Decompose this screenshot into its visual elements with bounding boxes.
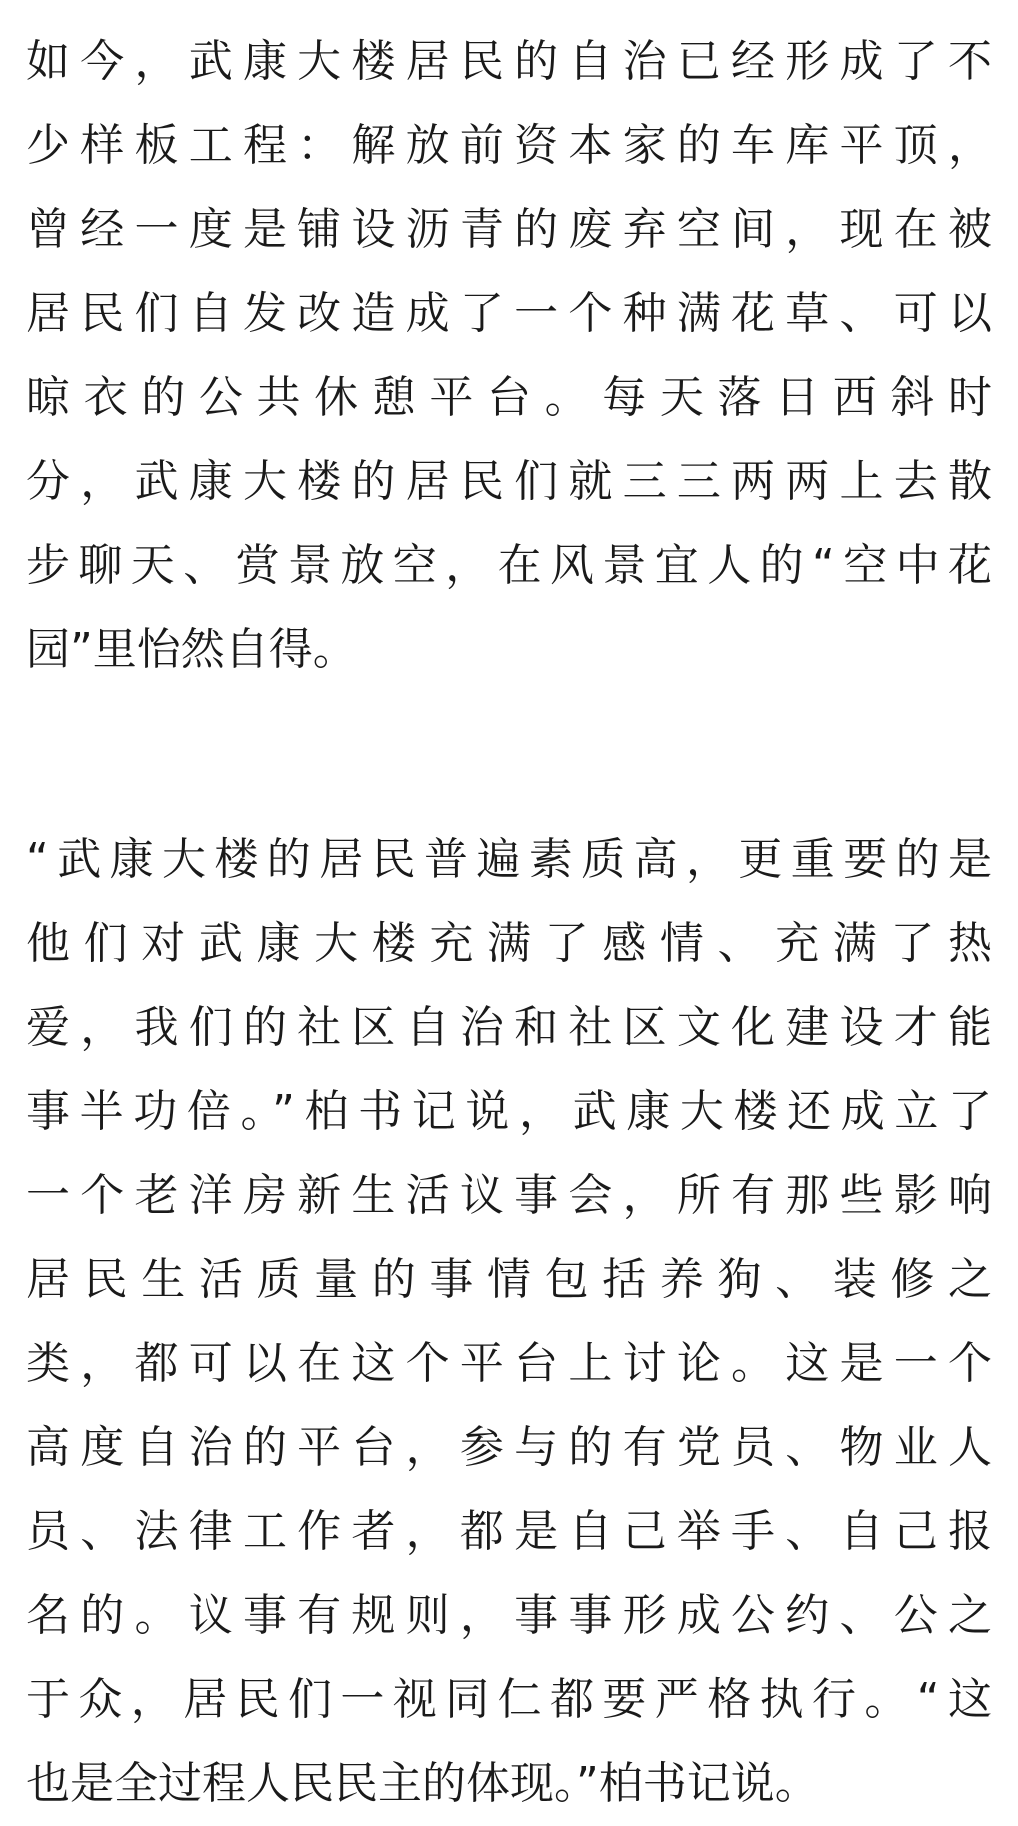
text-line: 也是全过程人民民主的体现。”柏书记说。 [26,1758,819,1809]
text-line: 步聊天、赏景放空，在风景宜人的“空中花 [26,540,992,591]
text-line: 于众，居民们一视同仁都要严格执行。“这 [26,1674,992,1725]
text-line: “武康大楼的居民普遍素质高，更重要的是 [26,834,992,885]
text-line: 爱，我们的社区自治和社区文化建设才能 [26,1002,992,1053]
paragraph-spacer [26,692,992,818]
text-line: 园”里怡然自得。 [26,624,357,675]
text-line: 名的。议事有规则，事事形成公约、公之 [26,1590,992,1641]
text-line: 事半功倍。”柏书记说，武康大楼还成立了 [26,1086,992,1137]
text-line: 员、法律工作者，都是自己举手、自己报 [26,1506,992,1557]
text-line: 他们对武康大楼充满了感情、充满了热 [26,918,992,969]
text-line: 高度自治的平台，参与的有党员、物业人 [26,1422,992,1473]
text-line: 分，武康大楼的居民们就三三两两上去散 [26,456,992,507]
paragraph-council-quote [26,818,992,1826]
text-line: 居民生活质量的事情包括养狗、装修之 [26,1254,992,1305]
text-line: 如今，武康大楼居民的自治已经形成了不 [26,36,992,87]
text-line: 晾衣的公共休憩平台。每天落日西斜时 [26,372,992,423]
text-line: 少样板工程：解放前资本家的车库平顶， [26,120,992,171]
text-line: 类，都可以在这个平台上讨论。这是一个 [26,1338,992,1389]
article-body [26,20,992,1826]
text-line: 一个老洋房新生活议事会，所有那些影响 [26,1170,992,1221]
text-line: 曾经一度是铺设沥青的废弃空间，现在被 [26,204,992,255]
text-line: 居民们自发改造成了一个种满花草、可以 [26,288,992,339]
paragraph-rooftop-garden [26,20,992,692]
